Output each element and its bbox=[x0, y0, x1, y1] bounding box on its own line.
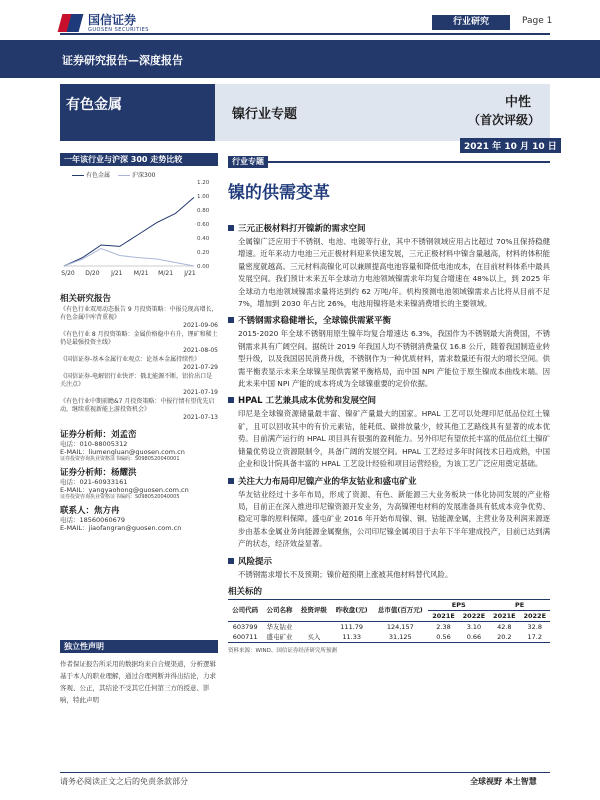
contact-phone: 电话：18560060679 bbox=[60, 516, 125, 524]
section-text: 印尼是全球镍资源储量最丰富、镍矿产量最大的国家。HPAL 工艺可以处理印尼低品位红土镍矿，且可以回收其中的有价元素钴，能耗低、碳排放量少，较其他工艺路线具有显著的成本优势。目前满产运行的 HPAL 项目具有很强的盈利能力。另外印尼有望依托丰富的低品位红土镍矿储量优势设立资源限制令，具备广阔的发展空间。HPAL 工艺经过多年时间技术日趋成熟，中国企业和设计院具备丰富的 HPAL 工艺设计经验和项目运营经验，为该工艺广泛应用奠定基础。 bbox=[238, 409, 550, 469]
section-heading: 风险提示 bbox=[228, 555, 550, 567]
bullet-square-icon bbox=[228, 225, 234, 231]
section-text: 不锈钢需求增长不及预期；镍价超预期上涨被其他材料替代风险。 bbox=[238, 569, 453, 579]
related-item[interactable]: 《国信证券-电解铝行业快评：俄北能源不断，铝价出口是关注点》 bbox=[60, 373, 213, 388]
rating-note: （首次评级） bbox=[468, 113, 541, 127]
chart-title: 一年该行业与沪深 300 走势比较 bbox=[60, 153, 218, 166]
table-title: 相关标的 bbox=[228, 586, 263, 597]
section-heading: 关注大力布局印尼镍产业的华友钴业和盛屯矿业 bbox=[228, 475, 550, 487]
footer-slogan: 全球视野 本土智慧 bbox=[470, 777, 537, 786]
y-tick-label: 1.00 bbox=[197, 194, 210, 200]
y-tick-label: 0.60 bbox=[197, 222, 210, 228]
top-rule bbox=[60, 33, 550, 35]
related-item[interactable]: 《有色行业中期前瞻&7 月投资策略：中报行情有望优先启动，继续重视新能上游投资机会》 bbox=[60, 398, 215, 413]
related-item[interactable]: 《有色行业双周动态报告 9 月投资策略：中报兑现高增长，有色金属中库背重视》 bbox=[60, 306, 218, 321]
table-header: 2022E bbox=[520, 610, 550, 621]
rating: 中性 bbox=[505, 95, 532, 110]
related-item[interactable]: 《国信证券-基本金属行业观点：论基本金属持续性》 bbox=[60, 356, 201, 363]
table-row: 603799 华友钴业 111.79 124,157 2.38 3.10 42.8 32.8 bbox=[232, 622, 542, 631]
x-tick-label: S/20 bbox=[61, 270, 75, 277]
related-list bbox=[60, 306, 218, 422]
table-header-group: EPS bbox=[428, 599, 489, 610]
analyst-phone: 电话：010-88005312 bbox=[60, 440, 128, 448]
analyst-name: 证券分析师：刘孟峦 bbox=[60, 430, 137, 440]
legend-item: 有色金属 bbox=[72, 170, 110, 179]
y-tick-label: 0.80 bbox=[197, 208, 210, 214]
series-line bbox=[64, 197, 194, 266]
analyst-email[interactable]: E-MAIL：liumengluan@guosen.com.cn bbox=[60, 448, 185, 456]
table-header: 2021E bbox=[489, 610, 519, 621]
analyst-email[interactable]: E-MAIL：yangyaohong@guosen.com.cn bbox=[60, 486, 189, 494]
report-topic: 镍行业专题 bbox=[232, 107, 298, 122]
contact-name: 联系人：焦方冉 bbox=[60, 506, 120, 516]
logo-subtext: GUOSEN SECURITIES bbox=[88, 26, 149, 33]
table-source: 资料来源：WIND、国信证券经济研究所预测 bbox=[228, 647, 337, 654]
section-heading: 不锈钢需求稳健增长，全球镍供需紧平衡 bbox=[228, 314, 550, 326]
related-date: 2021-07-13 bbox=[183, 414, 218, 421]
trend-chart bbox=[60, 166, 218, 284]
main-content bbox=[228, 222, 550, 654]
related-title: 相关研究报告 bbox=[60, 294, 112, 304]
footer-rule bbox=[60, 772, 550, 773]
bullet-square-icon bbox=[228, 478, 234, 484]
x-tick-label: M/21 bbox=[133, 270, 149, 277]
x-tick-label: J/21 bbox=[111, 270, 123, 277]
related-date: 2021-07-29 bbox=[183, 364, 218, 371]
table-header: 公司名称 bbox=[262, 599, 296, 621]
footer-disclaimer-note: 请务必阅读正文之后的免责条款部分 bbox=[60, 777, 188, 786]
related-date: 2021-08-05 bbox=[183, 347, 218, 354]
report-category-tag: 行业研究 bbox=[432, 15, 510, 30]
analyst-name: 证券分析师：杨耀洪 bbox=[60, 468, 137, 478]
section-text: 2015-2020 年全球不锈钢用原生镍年均复合增速达 6.3%，我国作为不锈钢最大消费国，不锈钢需求具有广阔空间。据统计 2019 年我国人均不锈钢消费量仅 16.8 公斤，随着我国制造业转型升级，以及我国居民消费升级，不锈钢作为一种优质材料，需求数量还有很大的增长空间。供需平衡表显示未来全球镍呈现供需紧平衡格局，而中国 NPI 产能位于原生镍成本曲线末端。因此未来中国 NPI 产能的成本将成为全球镍重要的定价依据。 bbox=[238, 329, 550, 389]
section-heading: HPAL 工艺兼具成本优势和发展空间 bbox=[228, 394, 550, 406]
section-text: 华友钴业经过十多年布局，形成了资源、有色、新能源三大业务板块一体化协同发展的产业格局，目前正在深入推进印尼镍资源开发业务，为高镍锂电材料的发展准备具有低成本竞争优势、稳定可靠的原料保障。盛屯矿业 2016 年开始布局镍、铜、钴能源金属，主营业务及利润来源逐步由基本金属业务向能源金属聚焦，公司印尼镍金属项目于去年下半年建成投产，目前已达到满产的状态，经济效益显著。 bbox=[238, 489, 550, 549]
table-header: 投资评级 bbox=[297, 599, 331, 621]
section-heading: 三元正极材料打开镍新的需求空间 bbox=[228, 222, 550, 234]
disclaimer-title: 独立性声明 bbox=[60, 640, 218, 653]
table-header-row bbox=[228, 599, 550, 610]
legend-item: 沪深300 bbox=[118, 170, 155, 179]
related-date: 2021-09-06 bbox=[183, 322, 218, 329]
chart-legend bbox=[72, 170, 155, 179]
section-text: 全属镍广泛应用于不锈钢、电池、电镀等行业，其中不锈钢领域应用占比超过 70%且保持稳健增速。近年来动力电池三元正极材料迎来快速发展，三元正极材料中镍含量越高，材料的体积能量密度就越高。三元材料高镍化可以兼顾提高电池容量和降低电池成本，在目前材料体系中最具发展空间。我们预计未来五年全球动力电池领域镍需求年均复合增速在 48%以上，到 2025 年全球动力电池领域镍需求量将达到约 62 万吨/年。机构预测电池领域镍需求占比将从目前不足 7%，增加到 2030 年占比 26%，电池用镍将是未来镍消费增长的主要领域。 bbox=[238, 237, 550, 309]
table-header: 总市值(百万元) bbox=[372, 599, 428, 621]
logo bbox=[60, 12, 149, 34]
y-tick-label: 0.40 bbox=[197, 236, 210, 242]
table-row: 600711 盛屯矿业 买入 11.33 31,125 0.56 0.66 20.2 17.2 bbox=[228, 632, 550, 643]
report-date: 2021 年 10 月 10 日 bbox=[460, 138, 561, 153]
x-tick-label: D/20 bbox=[85, 270, 100, 277]
x-tick-label: J/21 bbox=[184, 270, 196, 277]
bullet-square-icon bbox=[228, 558, 234, 564]
related-date: 2021-07-19 bbox=[183, 389, 218, 396]
bullet-square-icon bbox=[228, 397, 234, 403]
logo-text: 国信证券 bbox=[88, 12, 137, 27]
left-column bbox=[60, 153, 218, 532]
y-tick-label: 0.20 bbox=[197, 250, 210, 256]
table-header: 2022E bbox=[459, 610, 489, 621]
related-stocks-table bbox=[228, 599, 550, 643]
disclaimer-text: 作者保证报告所采用的数据均来自合规渠道，分析逻辑基于本人的职业理解，通过合理判断并得出结论，力求客观、公正，其结论不受其它任何第三方的授意、影响，特此声明 bbox=[60, 660, 216, 704]
logo-mark-icon bbox=[60, 12, 82, 34]
y-tick-label: 0.00 bbox=[197, 264, 210, 270]
analyst-cert: 证券投资咨询执业资格证书编码：S0980520040001 bbox=[60, 456, 180, 462]
table-header: 公司代码 bbox=[228, 599, 262, 621]
bullet-square-icon bbox=[228, 317, 234, 323]
analyst-phone: 电话：021-60933161 bbox=[60, 478, 128, 486]
related-item[interactable]: 《有色行业 8 月投资策略：金属价格稳中有升，锂矿和稀土仍是最强投资主线》 bbox=[60, 331, 218, 346]
main-title: 镍的供需变革 bbox=[228, 183, 330, 203]
table-header: 2021E bbox=[428, 610, 458, 621]
y-tick-label: 1.20 bbox=[197, 180, 210, 186]
trend-chart-svg bbox=[60, 166, 218, 284]
x-tick-label: M/21 bbox=[158, 270, 174, 277]
analyst-block bbox=[60, 428, 218, 532]
analyst-cert: 证券投资咨询执业资格证书编码：S0980520040005 bbox=[60, 494, 180, 500]
page-number: Page 1 bbox=[522, 16, 553, 26]
contact-email[interactable]: E-MAIL：jiaofangran@guosen.com.cn bbox=[60, 524, 182, 532]
report-type: 证券研究报告—深度报告 bbox=[62, 54, 183, 67]
special-tag: 行业专题 bbox=[228, 149, 550, 163]
industry-name: 有色金属 bbox=[66, 97, 122, 113]
table-header: 昨收盘(元) bbox=[331, 599, 372, 621]
table-header-group: PE bbox=[489, 599, 550, 610]
